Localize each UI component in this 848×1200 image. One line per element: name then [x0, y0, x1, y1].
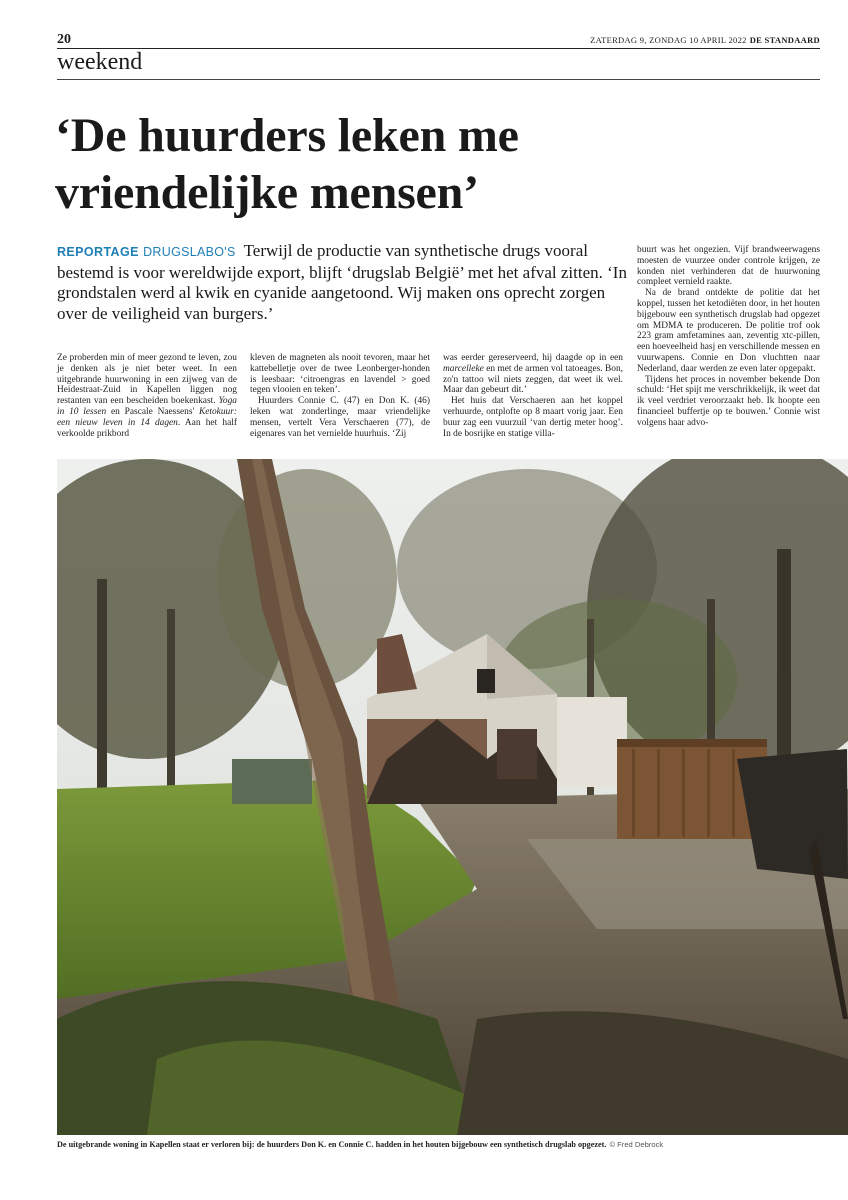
paragraph: kleven de magneten als nooit tevoren, maar het kattebelletje over de twee Leonberger-honden is leesbaar: ‘citroengras en lavendel > goed tegen vlooien en teken’.	[250, 353, 430, 396]
headline	[55, 107, 775, 221]
paragraph	[443, 353, 623, 396]
section-rule	[57, 79, 820, 80]
page-number: 20	[57, 32, 71, 47]
dateline	[590, 35, 820, 45]
emphasis: marcelleke	[443, 363, 484, 374]
paragraph: Het huis dat Verschaeren aan het koppel verhuurde, ontplofte op 8 maart vorig jaar. Een buur zag een vuurzuil ‘van dertig meter hoog’. In de bosrijke en statige villa-	[443, 396, 623, 439]
text-run: Ze proberden min of meer gezond te leven, zou je denken als je niet beter weet. In een uitgebrande huurwoning in een zijweg van de Heidestraat-Zuid in Kapellen liggen nog restanten van een bescheiden boekenkast.	[57, 353, 237, 407]
photo-caption	[57, 1140, 837, 1150]
paragraph: Tijdens het proces in november bekende Don schuld: ‘Het spijt me verschrikkelijk, ik weet dat ik veel verdriet veroorzaakt heb. Ik hoopte een financieel buffertje op te bouwen.’ Connie wist volgens haar advo-	[637, 374, 820, 428]
header-rule	[57, 48, 820, 49]
caption-text: De uitgebrande woning in Kapellen staat er verloren bij: de huurders Don K. en Connie C. hadden in het houten bijgebouw een synthetisch drugslab opgezet.	[57, 1140, 607, 1149]
body-column-4	[637, 245, 820, 429]
text-run: . Aan het half verkoolde prikbord	[57, 417, 237, 439]
headline-line-2: vriendelijke mensen’	[55, 166, 479, 219]
paragraph	[57, 353, 237, 439]
intro-text: Terwijl de productie van synthetische drugs vooral bestemd is voor wereldwijde export, blijft ‘drugslab België’ met het afval zitten. ‘In grondstalen werd al kwik en cyanide aangetoond. Wij maken ons oprecht zorgen over de veiligheid van burgers.’	[57, 241, 627, 323]
kicker-topic: DRUGSLABO'S	[143, 245, 236, 259]
newspaper-name: DE STANDAARD	[749, 35, 820, 45]
text-run: en Pascale Naessens'	[106, 406, 199, 417]
page-header	[57, 32, 820, 48]
text-run: was eerder gereserveerd, hij daagde op in een	[443, 353, 623, 363]
headline-line-1: ‘De huurders leken me	[55, 109, 519, 162]
book-title: Ketokuur: een nieuw leven in 14 dagen	[57, 406, 237, 428]
paragraph: buurt was het ongezien. Vijf brandweerwagens moesten de vuurzee onder controle krijgen, ze konden niet verhinderen dat de huurwoning compleet vernield raakte.	[637, 245, 820, 288]
article-intro	[57, 241, 637, 324]
burned-house-photo	[57, 459, 848, 1135]
article-photo	[57, 459, 848, 1135]
photo-credit: © Fred Debrock	[609, 1140, 664, 1149]
paragraph: Na de brand ontdekte de politie dat het koppel, tussen het ketodiëten door, in het houten bijgebouw een synthetisch drugslab had opgezet om MDMA te produceren. De politie trof ook 223 gram amfetamines aan, zeventig xtc-pillen, een hoeveelheid hasj en verschillende messen en vuurwapens. Connie en Don vluchtten naar Nederland, daar werden ze even later opgepakt.	[637, 288, 820, 374]
paragraph: Huurders Connie C. (47) en Don K. (46) leken wat zonderlinge, maar vriendelijke mensen, vertelt Vera Verschaeren (77), de eigenares van het vernielde huurhuis. ‘Zij	[250, 396, 430, 439]
body-column-1	[57, 353, 237, 439]
text-run: en met de armen vol tatoeages. Bon, zo'n tattoo wil niets zeggen, dat weet ik wel. Maar dan gebeurt dit.’	[443, 363, 623, 396]
body-column-2	[250, 353, 430, 439]
book-title: Yoga in 10 lessen	[57, 396, 237, 417]
issue-date: ZATERDAG 9, ZONDAG 10 APRIL 2022	[590, 35, 747, 45]
kicker-label: REPORTAGE	[57, 245, 139, 259]
section-title: weekend	[57, 49, 143, 75]
body-column-3	[443, 353, 623, 439]
